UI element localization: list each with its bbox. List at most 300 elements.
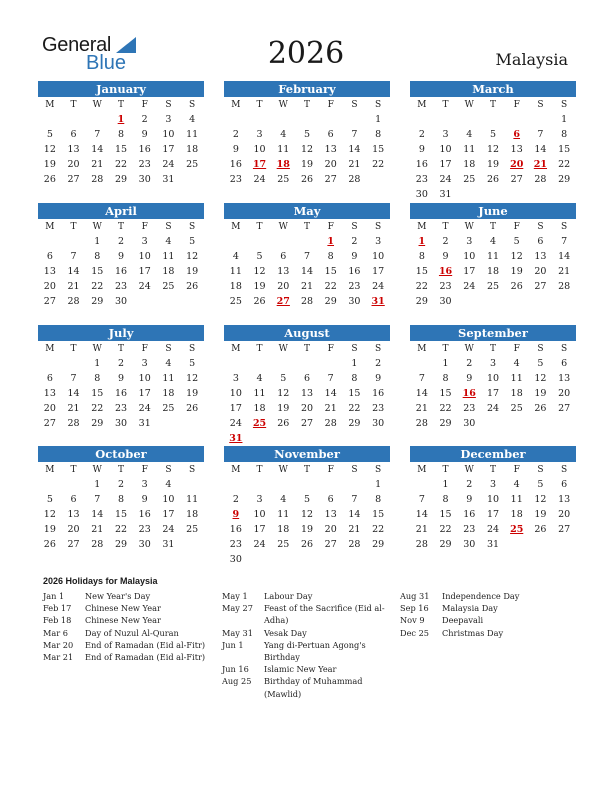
day-cell: 29 — [324, 296, 337, 307]
weekday-label: S — [561, 344, 568, 354]
day-cell: 11 — [277, 144, 290, 155]
day-cell: 27 — [324, 539, 337, 550]
day-cell: 25 — [186, 524, 199, 535]
day-cell: 3 — [256, 494, 263, 505]
day-cell: 17 — [486, 388, 500, 399]
day-cell: 11 — [510, 494, 523, 505]
day-cell: 16 — [138, 509, 151, 520]
weekday-label: T — [117, 222, 124, 232]
week-row — [410, 249, 576, 264]
day-cell: 16 — [138, 144, 151, 155]
day-cell — [248, 234, 272, 249]
weekday-label: S — [351, 465, 358, 475]
holiday-entry — [43, 602, 213, 614]
month-february — [224, 81, 390, 187]
day-cell: 13 — [558, 373, 571, 384]
month-may — [224, 203, 390, 309]
weekday-header-row — [224, 342, 390, 356]
weekday-label: T — [70, 100, 77, 110]
day-cell: 14 — [67, 388, 80, 399]
weekday-header-row — [410, 463, 576, 477]
day-cell: 30 — [463, 418, 476, 429]
day-cell: 13 — [534, 251, 547, 262]
day-cell: 17 — [463, 266, 476, 277]
week-row — [38, 507, 204, 522]
week-row — [410, 537, 576, 552]
holiday-name: Yang di-Pertuan Agong's Birthday — [264, 639, 366, 663]
day-cell: 14 — [348, 144, 361, 155]
day-cell: 16 — [229, 159, 242, 170]
day-cell: 11 — [277, 509, 290, 520]
day-cell: 14 — [415, 388, 428, 399]
day-cell: 2 — [232, 129, 239, 140]
weekday-header-row — [38, 342, 204, 356]
holiday-day-cell: 21 — [533, 159, 548, 170]
weekday-label: F — [327, 222, 334, 232]
month-header: August — [224, 325, 390, 341]
week-row — [224, 234, 390, 249]
day-cell: 7 — [418, 373, 425, 384]
day-cell — [224, 477, 248, 492]
day-cell: 2 — [418, 129, 425, 140]
day-cell: 21 — [91, 159, 104, 170]
day-cell: 8 — [351, 373, 358, 384]
weekday-label: M — [231, 100, 241, 110]
month-july — [38, 325, 204, 431]
day-cell: 15 — [439, 509, 452, 520]
month-header: July — [38, 325, 204, 341]
day-cell: 5 — [303, 129, 311, 140]
day-cell: 15 — [91, 388, 104, 399]
weekday-label: T — [303, 100, 310, 110]
weekday-label: S — [537, 465, 544, 475]
holiday-day-cell: 31 — [229, 433, 243, 444]
day-cell — [529, 112, 553, 127]
day-cell: 23 — [372, 403, 385, 414]
month-header: September — [410, 325, 576, 341]
day-cell: 3 — [442, 129, 449, 140]
day-cell — [38, 356, 62, 371]
weekday-label: W — [464, 222, 474, 232]
day-cell: 18 — [253, 403, 266, 414]
day-cell: 26 — [43, 174, 56, 185]
week-row — [410, 477, 576, 492]
weekday-label: T — [303, 465, 310, 475]
day-cell: 11 — [162, 373, 175, 384]
day-cell: 26 — [534, 524, 547, 535]
day-cell: 25 — [162, 403, 175, 414]
holiday-date: Dec 25 — [400, 627, 430, 638]
holiday-entry — [222, 627, 392, 639]
holiday-date: Jun 16 — [222, 664, 249, 675]
day-cell: 18 — [162, 266, 175, 277]
day-cell: 15 — [372, 509, 385, 520]
day-cell: 13 — [324, 144, 337, 155]
day-cell: 25 — [186, 159, 199, 170]
week-row — [410, 234, 576, 249]
holiday-date: Jun 1 — [222, 639, 244, 650]
day-cell: 18 — [186, 509, 199, 520]
weekday-label: W — [464, 465, 474, 475]
day-cell: 18 — [186, 144, 199, 155]
weekday-label: T — [256, 222, 263, 232]
weekday-label: F — [141, 465, 148, 475]
holiday-date: Mar 6 — [43, 627, 68, 638]
weekday-label: S — [537, 222, 544, 232]
weekday-label: W — [278, 100, 288, 110]
weekday-label: M — [45, 222, 55, 232]
holiday-day-cell: 31 — [371, 296, 385, 307]
weekday-label: M — [231, 465, 241, 475]
day-cell: 12 — [186, 373, 199, 384]
day-cell: 26 — [186, 281, 199, 292]
holiday-day-cell: 1 — [418, 236, 426, 247]
day-cell: 13 — [300, 388, 314, 399]
week-row — [38, 492, 204, 507]
day-cell: 2 — [466, 479, 473, 490]
weekday-label: M — [231, 222, 241, 232]
holiday-name: Deepavali — [442, 615, 484, 626]
day-cell: 12 — [253, 266, 266, 277]
day-cell: 11 — [510, 373, 523, 384]
week-row — [224, 477, 390, 492]
day-cell — [505, 537, 529, 552]
day-cell — [248, 552, 272, 567]
day-cell — [180, 477, 204, 492]
day-cell: 31 — [486, 539, 500, 550]
day-cell: 15 — [324, 266, 337, 277]
weekday-label: S — [165, 100, 172, 110]
week-row — [224, 249, 390, 264]
day-cell — [410, 112, 434, 127]
day-cell — [133, 294, 157, 309]
week-row — [38, 537, 204, 552]
day-cell: 4 — [165, 358, 172, 369]
day-cell: 26 — [300, 539, 314, 550]
week-row — [410, 416, 576, 431]
day-cell: 10 — [463, 251, 476, 262]
day-cell: 5 — [303, 494, 311, 505]
day-cell: 30 — [439, 296, 452, 307]
day-cell: 30 — [114, 296, 128, 307]
holiday-list — [43, 576, 583, 699]
day-cell: 11 — [486, 251, 500, 262]
day-cell — [319, 431, 343, 446]
weekday-label: T — [442, 222, 449, 232]
day-cell: 3 — [141, 236, 148, 247]
weekday-label: S — [351, 344, 358, 354]
day-cell: 8 — [418, 251, 425, 262]
day-cell: 17 — [162, 509, 175, 520]
day-cell: 15 — [415, 266, 428, 277]
day-cell — [319, 356, 343, 371]
day-cell: 12 — [300, 509, 314, 520]
week-row — [224, 492, 390, 507]
week-row — [38, 477, 204, 492]
holiday-day-cell: 18 — [276, 159, 290, 170]
holiday-day-cell: 1 — [327, 236, 335, 247]
day-cell: 24 — [162, 524, 175, 535]
weekday-label: F — [327, 100, 334, 110]
holiday-day-cell: 17 — [252, 159, 267, 170]
day-cell: 28 — [415, 539, 428, 550]
day-cell: 4 — [165, 479, 172, 490]
day-cell: 4 — [466, 129, 473, 140]
day-cell: 1 — [442, 358, 449, 369]
holiday-name: End of Ramadan (Eid al-Fitr) — [85, 639, 206, 650]
day-cell: 18 — [162, 388, 175, 399]
day-cell: 10 — [138, 251, 151, 262]
day-cell — [434, 112, 458, 127]
day-cell: 8 — [327, 251, 334, 262]
day-cell: 25 — [510, 403, 523, 414]
day-cell: 19 — [186, 266, 199, 277]
weekday-label: W — [464, 100, 474, 110]
day-cell: 28 — [348, 539, 361, 550]
holiday-name: Islamic New Year — [264, 664, 337, 675]
weekday-label: S — [189, 465, 196, 475]
day-cell — [180, 537, 204, 552]
day-cell: 5 — [46, 129, 53, 140]
day-cell: 12 — [300, 144, 314, 155]
day-cell: 30 — [372, 418, 385, 429]
day-cell: 16 — [229, 524, 242, 535]
month-header: November — [224, 446, 390, 462]
day-cell — [248, 112, 272, 127]
holiday-column — [222, 590, 392, 700]
day-cell: 9 — [466, 494, 473, 505]
day-cell: 8 — [375, 129, 382, 140]
month-header: October — [38, 446, 204, 462]
week-row — [410, 401, 576, 416]
week-row — [410, 507, 576, 522]
holiday-entry — [43, 627, 213, 639]
day-cell: 24 — [253, 174, 266, 185]
day-cell: 27 — [67, 174, 80, 185]
holiday-name: End of Ramadan (Eid al-Fitr) — [85, 652, 206, 663]
day-cell: 19 — [277, 403, 290, 414]
day-cell: 17 — [138, 266, 151, 277]
month-header: May — [224, 203, 390, 219]
week-row — [224, 279, 390, 294]
day-cell — [505, 416, 529, 431]
day-cell: 24 — [162, 159, 175, 170]
holiday-date: May 27 — [222, 603, 253, 614]
weekday-label: F — [141, 100, 148, 110]
month-november — [224, 446, 390, 567]
weekday-label: S — [537, 344, 544, 354]
day-cell — [271, 112, 295, 127]
day-cell: 6 — [327, 129, 334, 140]
day-cell: 19 — [534, 509, 547, 520]
day-cell: 9 — [117, 373, 125, 384]
day-cell: 3 — [141, 358, 148, 369]
weekday-label: S — [537, 100, 544, 110]
weekday-label: F — [513, 100, 520, 110]
day-cell — [271, 356, 295, 371]
day-cell: 25 — [277, 174, 290, 185]
day-cell: 5 — [489, 129, 497, 140]
holiday-date: Feb 17 — [43, 603, 72, 614]
day-cell: 12 — [510, 251, 523, 262]
weekday-label: F — [141, 344, 148, 354]
day-cell — [38, 112, 62, 127]
weekday-label: T — [256, 344, 263, 354]
day-cell: 12 — [43, 144, 56, 155]
day-cell: 24 — [486, 403, 500, 414]
day-cell: 8 — [561, 129, 568, 140]
week-row — [224, 522, 390, 537]
day-cell — [529, 187, 553, 202]
day-cell: 11 — [186, 129, 199, 140]
week-row — [38, 522, 204, 537]
day-cell: 18 — [229, 281, 242, 292]
week-row — [224, 416, 390, 431]
day-cell: 17 — [138, 388, 151, 399]
day-cell — [62, 112, 86, 127]
day-cell: 23 — [138, 524, 151, 535]
day-cell: 24 — [138, 403, 151, 414]
day-cell: 22 — [372, 159, 385, 170]
holiday-entry — [400, 627, 570, 639]
day-cell: 9 — [141, 494, 148, 505]
weekday-label: M — [45, 100, 55, 110]
day-cell: 3 — [489, 358, 497, 369]
day-cell: 27 — [324, 174, 337, 185]
day-cell: 2 — [466, 358, 473, 369]
day-cell: 7 — [94, 494, 101, 505]
holiday-entry — [43, 639, 213, 651]
day-cell: 14 — [534, 144, 547, 155]
month-header: December — [410, 446, 576, 462]
day-cell: 21 — [300, 281, 314, 292]
day-cell: 20 — [300, 403, 314, 414]
day-cell: 13 — [43, 266, 56, 277]
day-cell: 24 — [486, 524, 500, 535]
logo-blue-text: Blue — [86, 52, 127, 74]
day-cell — [271, 477, 295, 492]
day-cell: 29 — [558, 174, 571, 185]
day-cell: 14 — [91, 509, 104, 520]
day-cell: 21 — [415, 524, 428, 535]
day-cell: 5 — [537, 358, 544, 369]
day-cell: 8 — [94, 373, 101, 384]
day-cell: 22 — [439, 403, 452, 414]
day-cell: 3 — [165, 114, 172, 125]
day-cell: 3 — [375, 236, 382, 247]
day-cell: 10 — [162, 494, 175, 505]
day-cell: 22 — [91, 281, 104, 292]
month-september — [410, 325, 576, 431]
day-cell: 14 — [348, 509, 361, 520]
day-cell: 9 — [418, 144, 425, 155]
day-cell: 25 — [486, 281, 500, 292]
day-cell: 22 — [91, 403, 104, 414]
day-cell: 4 — [189, 114, 196, 125]
day-cell: 10 — [486, 494, 500, 505]
day-cell: 6 — [537, 236, 544, 247]
holiday-day-cell: 25 — [252, 418, 267, 429]
day-cell — [180, 172, 204, 187]
day-cell: 4 — [513, 358, 520, 369]
day-cell: 22 — [348, 403, 361, 414]
day-cell: 26 — [253, 296, 266, 307]
weekday-label: T — [70, 222, 77, 232]
day-cell: 10 — [486, 373, 500, 384]
weekday-label: T — [489, 100, 496, 110]
day-cell: 7 — [418, 494, 425, 505]
day-cell: 24 — [372, 281, 385, 292]
day-cell: 14 — [558, 251, 571, 262]
weekday-header-row — [410, 98, 576, 112]
month-header: March — [410, 81, 576, 97]
day-cell — [457, 187, 481, 202]
weekday-header-row — [410, 342, 576, 356]
day-cell: 15 — [114, 144, 128, 155]
day-cell: 25 — [229, 296, 242, 307]
holiday-day-cell: 6 — [513, 129, 521, 140]
day-cell: 31 — [439, 189, 452, 200]
day-cell — [343, 552, 367, 567]
holiday-date: Jan 1 — [43, 591, 65, 601]
day-cell: 30 — [229, 554, 242, 565]
weekday-label: S — [165, 222, 172, 232]
day-cell — [224, 112, 248, 127]
day-cell: 19 — [486, 159, 500, 170]
holiday-day-cell: 1 — [117, 114, 125, 125]
holiday-name: Malaysia Day — [442, 603, 498, 614]
day-cell: 7 — [70, 251, 77, 262]
week-row — [224, 157, 390, 172]
weekday-label: F — [513, 465, 520, 475]
day-cell: 8 — [94, 251, 101, 262]
day-cell: 13 — [67, 509, 80, 520]
day-cell — [62, 356, 86, 371]
weekday-label: F — [513, 344, 520, 354]
day-cell: 22 — [114, 159, 128, 170]
day-cell: 24 — [138, 281, 151, 292]
day-cell: 12 — [186, 251, 199, 262]
day-cell — [295, 552, 319, 567]
day-cell: 26 — [43, 539, 56, 550]
month-october — [38, 446, 204, 552]
week-row — [38, 112, 204, 127]
day-cell: 30 — [138, 539, 151, 550]
week-row — [224, 371, 390, 386]
day-cell: 19 — [253, 281, 266, 292]
week-row — [410, 187, 576, 202]
weekday-header-row — [38, 98, 204, 112]
day-cell: 3 — [141, 479, 148, 490]
weekday-label: T — [256, 100, 263, 110]
day-cell — [529, 537, 553, 552]
day-cell: 7 — [537, 129, 544, 140]
week-row — [38, 249, 204, 264]
weekday-header-row — [224, 98, 390, 112]
weekday-label: M — [417, 222, 427, 232]
week-row — [410, 127, 576, 142]
day-cell: 11 — [186, 494, 199, 505]
day-cell — [552, 294, 576, 309]
day-cell: 14 — [415, 509, 428, 520]
weekday-header-row — [410, 220, 576, 234]
day-cell: 24 — [253, 539, 266, 550]
day-cell: 25 — [277, 539, 290, 550]
week-row — [410, 264, 576, 279]
day-cell: 20 — [534, 266, 547, 277]
day-cell: 23 — [439, 281, 452, 292]
day-cell: 14 — [324, 388, 337, 399]
